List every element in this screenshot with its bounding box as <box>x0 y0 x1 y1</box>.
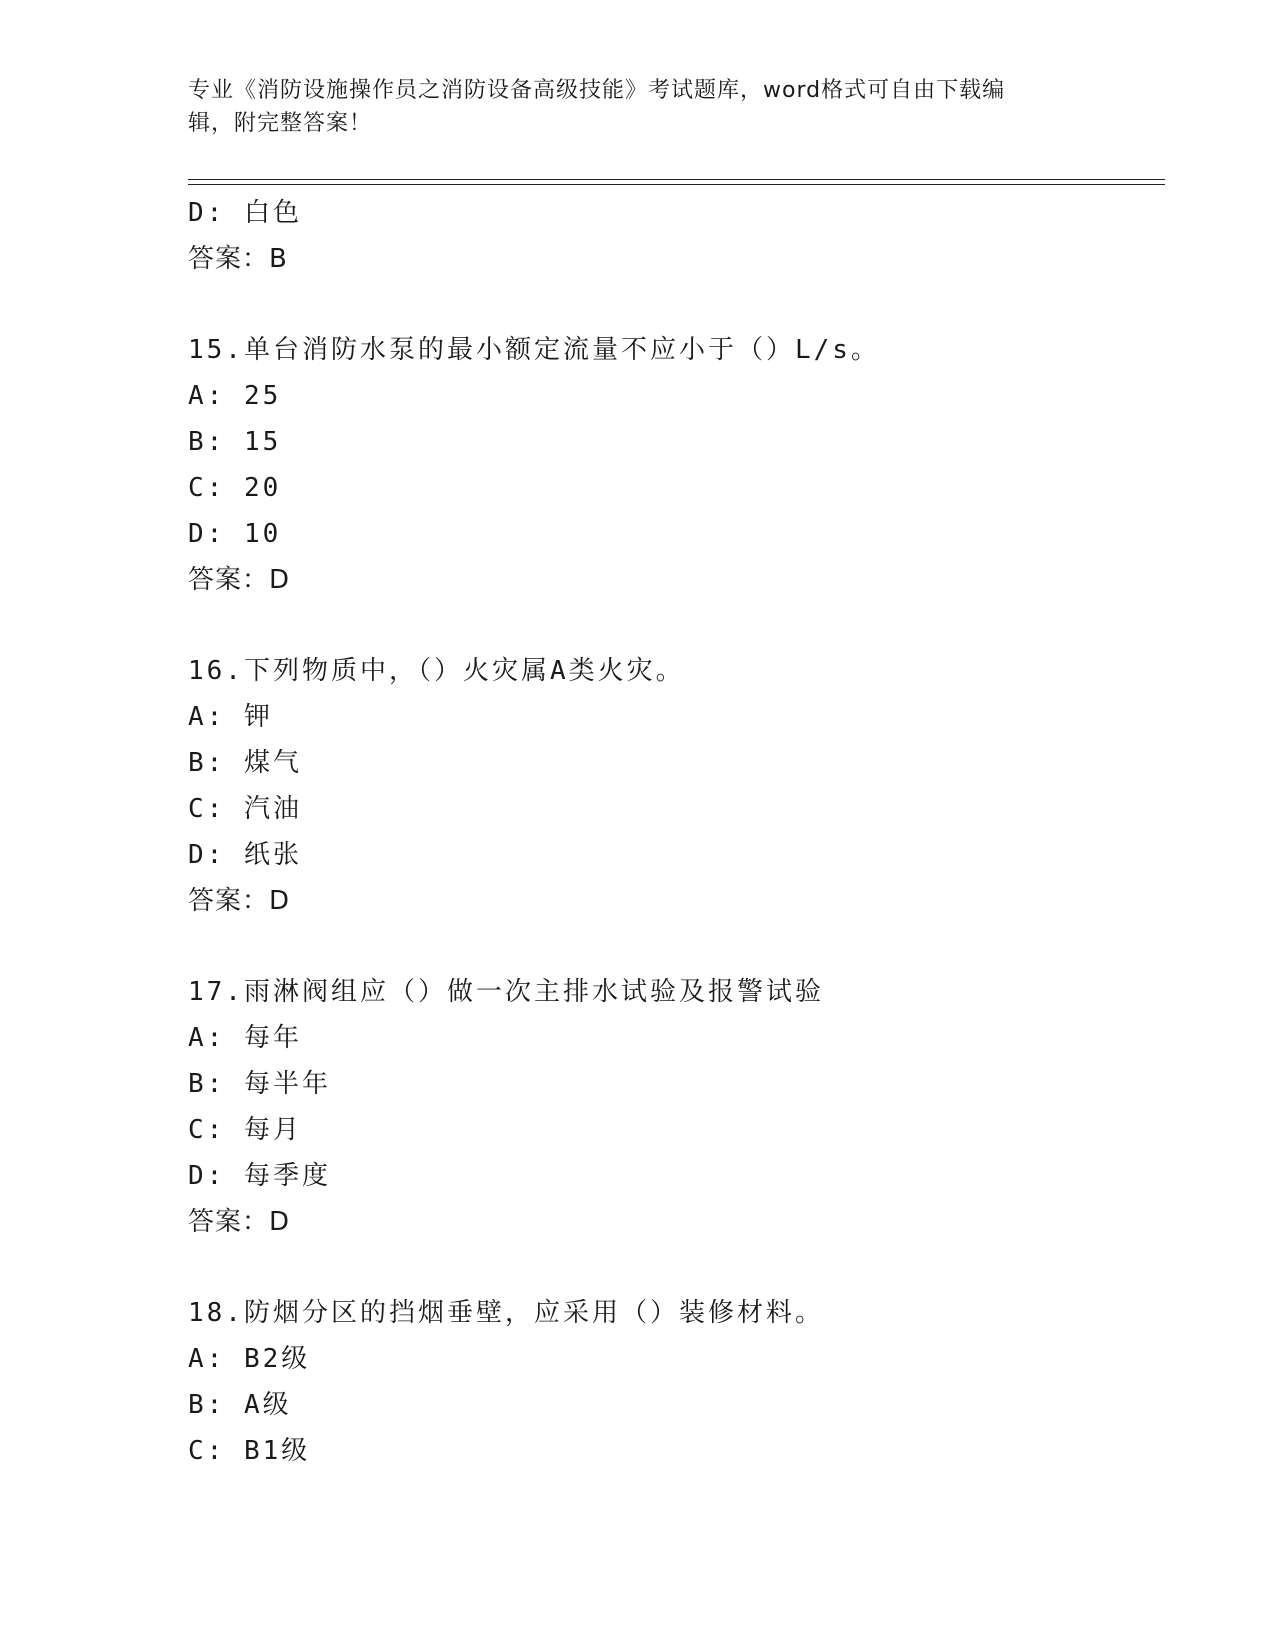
option-a: A: 25 <box>188 381 282 411</box>
option-a: A: 钾 <box>188 702 273 732</box>
question-list <box>188 190 1165 1474</box>
option-b: B: A级 <box>188 1390 292 1420</box>
question-stem: 17.雨淋阀组应（）做一次主排水试验及报警试验 <box>188 977 824 1007</box>
question-stem: 16.下列物质中，（）火灾属A类火灾。 <box>188 656 685 686</box>
option-a: A: B2级 <box>188 1344 311 1374</box>
answer: 答案：D <box>188 1207 291 1237</box>
option-c: C: B1级 <box>188 1436 311 1466</box>
question-15 <box>188 327 1165 603</box>
option-d: D: 纸张 <box>188 840 302 870</box>
carryover-answer: 答案：B <box>188 244 288 274</box>
header-divider-top <box>188 179 1165 180</box>
header-divider-bottom <box>188 184 1165 185</box>
answer: 答案：D <box>188 886 291 916</box>
option-b: B: 每半年 <box>188 1069 331 1099</box>
option-c: C: 汽油 <box>188 794 302 824</box>
carryover-option-d: D: 白色 <box>188 198 302 228</box>
question-stem: 15.单台消防水泵的最小额定流量不应小于（）L/s。 <box>188 335 880 365</box>
option-c: C: 每月 <box>188 1115 302 1145</box>
header-line-2: 辑，附完整答案！ <box>188 111 373 136</box>
question-16 <box>188 648 1165 924</box>
header-line-1: 专业《消防设施操作员之消防设备高级技能》考试题库，word格式可自由下载编 <box>188 78 1006 103</box>
question-17 <box>188 969 1165 1245</box>
option-d: D: 10 <box>188 519 282 549</box>
option-c: C: 20 <box>188 473 282 503</box>
page-header <box>188 74 1068 140</box>
option-d: D: 每季度 <box>188 1161 331 1191</box>
answer: 答案：D <box>188 565 291 595</box>
option-b: B: 煤气 <box>188 748 302 778</box>
option-b: B: 15 <box>188 427 282 457</box>
question-stem: 18.防烟分区的挡烟垂壁，应采用（）装修材料。 <box>188 1298 824 1328</box>
option-a: A: 每年 <box>188 1023 302 1053</box>
question-18 <box>188 1290 1165 1474</box>
